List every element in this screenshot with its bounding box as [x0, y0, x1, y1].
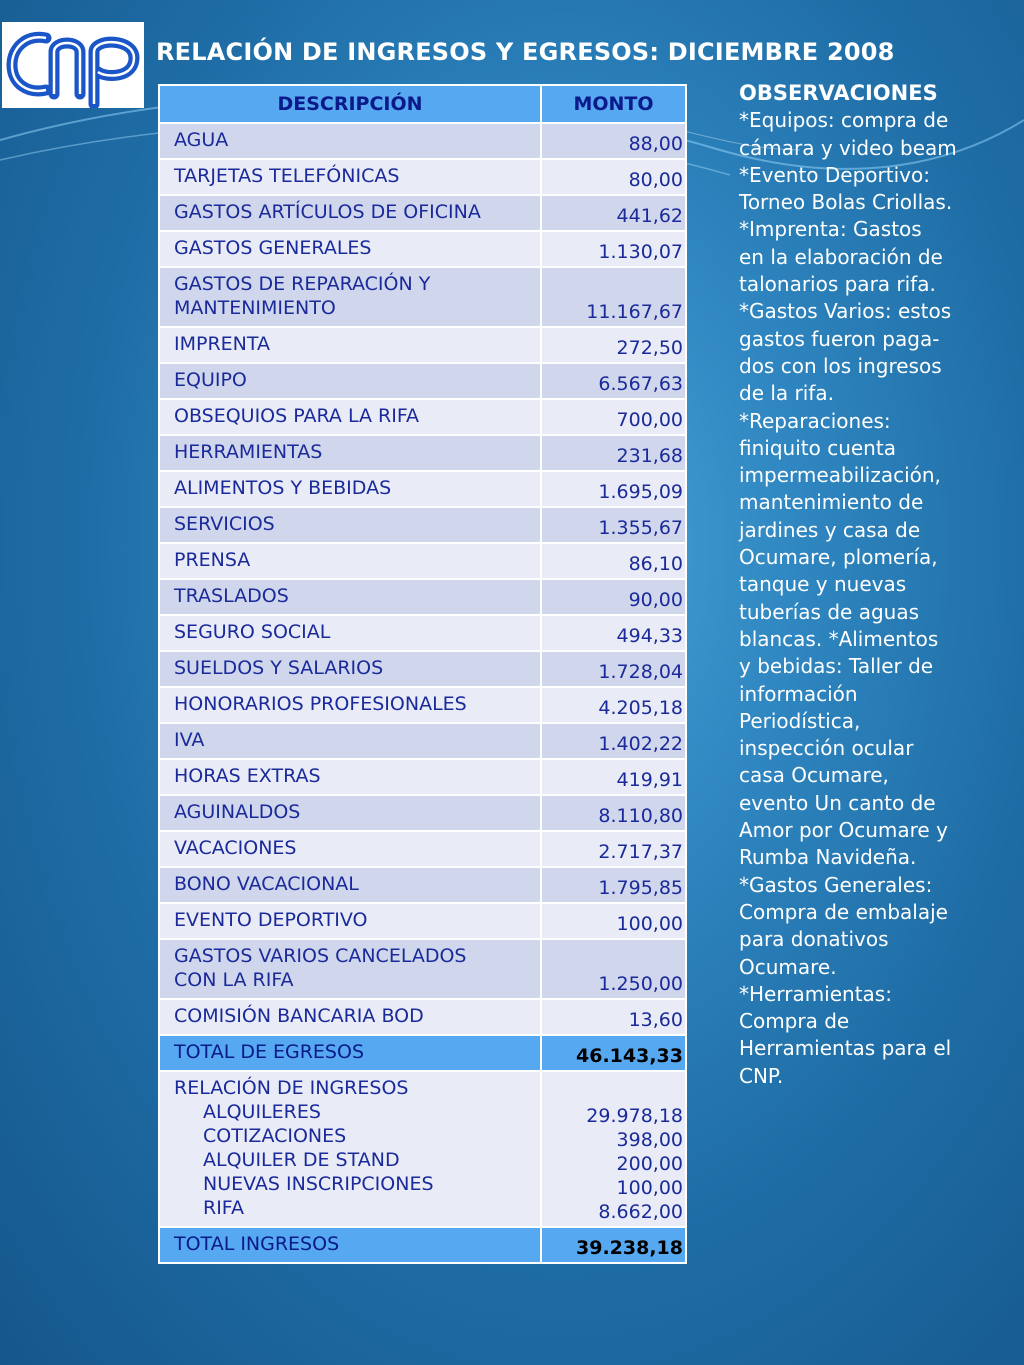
expense-amount: 231,68: [541, 435, 686, 471]
expense-amount: 700,00: [541, 399, 686, 435]
table-row: [159, 579, 686, 615]
observation-line: y bebidas: Taller de: [739, 654, 934, 679]
expense-description: IMPRENTA: [159, 327, 541, 363]
observation-line: Compra de: [739, 1009, 850, 1034]
table-row: [159, 123, 686, 159]
expense-description: HONORARIOS PROFESIONALES: [159, 687, 541, 723]
table-row: [159, 435, 686, 471]
expense-amount: 494,33: [541, 615, 686, 651]
observations-panel: [739, 80, 1001, 1090]
expense-description: SERVICIOS: [159, 507, 541, 543]
observation-line: Ocumare.: [739, 954, 837, 979]
table-row: [159, 615, 686, 651]
expense-description: EQUIPO: [159, 363, 541, 399]
observation-line: tanque y nuevas: [739, 572, 907, 597]
expense-amount: 88,00: [541, 123, 686, 159]
expense-description: BONO VACACIONAL: [159, 867, 541, 903]
table-row: [159, 231, 686, 267]
expense-amount: 441,62: [541, 195, 686, 231]
table-row: [159, 723, 686, 759]
column-header-amount: MONTO: [541, 85, 686, 123]
table-row: [159, 399, 686, 435]
expense-amount: 11.167,67: [541, 267, 686, 327]
observation-line: mantenimiento de: [739, 490, 924, 515]
total-expenses-amount: 46.143,33: [541, 1035, 686, 1071]
income-item-label: ALQUILERES: [203, 1101, 321, 1123]
table-row: [159, 795, 686, 831]
income-item-amount: 8.662,00: [598, 1201, 683, 1223]
income-amount-cell: [541, 1071, 686, 1227]
expense-description: GASTOS DE REPARACIÓN Y MANTENIMIENTO: [159, 267, 541, 327]
observation-line: *Imprenta: Gastos: [739, 217, 922, 242]
observation-line: Periodística,: [739, 708, 861, 733]
observation-line: talonarios para rifa.: [739, 272, 936, 297]
observation-line: *Reparaciones:: [739, 408, 891, 433]
income-item-amount: 29.978,18: [586, 1105, 683, 1127]
income-item-amount: 100,00: [616, 1177, 683, 1199]
observation-line: de la rifa.: [739, 381, 834, 406]
table-row: [159, 759, 686, 795]
observation-line: Ocumare, plomería,: [739, 545, 938, 570]
table-row: [159, 867, 686, 903]
observation-line: finiquito cuenta: [739, 435, 896, 460]
table-row: [159, 159, 686, 195]
expense-description: GASTOS GENERALES: [159, 231, 541, 267]
expense-description: GASTOS VARIOS CANCELADOS CON LA RIFA: [159, 939, 541, 999]
observation-line: cámara y video beam: [739, 135, 957, 160]
income-item-label: NUEVAS INSCRIPCIONES: [203, 1173, 434, 1195]
table-row: [159, 831, 686, 867]
ledger-body: [159, 123, 686, 1263]
expense-description: VACACIONES: [159, 831, 541, 867]
page-title: RELACIÓN DE INGRESOS Y EGRESOS: DICIEMBRE 2008: [156, 38, 895, 66]
income-item-amount: 200,00: [616, 1153, 683, 1175]
cnp-logo: [2, 22, 144, 108]
expense-amount: 419,91: [541, 759, 686, 795]
expense-amount: 86,10: [541, 543, 686, 579]
expense-amount: 1.695,09: [541, 471, 686, 507]
observation-line: CNP.: [739, 1063, 784, 1088]
expense-amount: 1.795,85: [541, 867, 686, 903]
table-row: [159, 363, 686, 399]
column-header-description: DESCRIPCIÓN: [159, 85, 541, 123]
expense-amount: 1.355,67: [541, 507, 686, 543]
expense-description: AGUA: [159, 123, 541, 159]
total-expenses-label: TOTAL DE EGRESOS: [159, 1035, 541, 1071]
observation-line: en la elaboración de: [739, 244, 943, 269]
table-row: [159, 687, 686, 723]
expense-description: OBSEQUIOS PARA LA RIFA: [159, 399, 541, 435]
expense-amount: 6.567,63: [541, 363, 686, 399]
observation-line: Torneo Bolas Criollas.: [739, 190, 953, 215]
expense-description: IVA: [159, 723, 541, 759]
observation-line: para donativos: [739, 927, 889, 952]
expense-description: EVENTO DEPORTIVO: [159, 903, 541, 939]
table-row: [159, 327, 686, 363]
expense-amount: 100,00: [541, 903, 686, 939]
observations-title: OBSERVACIONES: [739, 81, 938, 105]
observation-line: Compra de embalaje: [739, 899, 948, 924]
observation-line: impermeabilización,: [739, 463, 941, 488]
observation-line: Rumba Navideña.: [739, 845, 917, 870]
ledger-table: [158, 84, 687, 1264]
table-row: [159, 999, 686, 1035]
expense-description: HERRAMIENTAS: [159, 435, 541, 471]
expense-amount: 1.250,00: [541, 939, 686, 999]
expense-amount: 4.205,18: [541, 687, 686, 723]
table-row: [159, 507, 686, 543]
total-income-row: [159, 1227, 686, 1263]
observation-line: evento Un canto de: [739, 790, 936, 815]
expense-amount: 80,00: [541, 159, 686, 195]
expense-description: SUELDOS Y SALARIOS: [159, 651, 541, 687]
income-heading: RELACIÓN DE INGRESOS: [174, 1077, 409, 1099]
expense-description: GASTOS ARTÍCULOS DE OFICINA: [159, 195, 541, 231]
table-row: [159, 267, 686, 327]
income-item-label: RIFA: [203, 1197, 244, 1219]
observation-line: gastos fueron paga-: [739, 326, 940, 351]
table-row: [159, 903, 686, 939]
expense-description: TARJETAS TELEFÓNICAS: [159, 159, 541, 195]
expense-amount: 2.717,37: [541, 831, 686, 867]
income-description-cell: [159, 1071, 541, 1227]
expense-amount: 1.130,07: [541, 231, 686, 267]
observation-line: *Evento Deportivo:: [739, 162, 930, 187]
observation-line: inspección ocular: [739, 736, 914, 761]
expense-description: SEGURO SOCIAL: [159, 615, 541, 651]
observation-line: blancas. *Alimentos: [739, 626, 939, 651]
total-income-label: TOTAL INGRESOS: [159, 1227, 541, 1263]
income-item-label: COTIZACIONES: [203, 1125, 347, 1147]
cnp-logo-graphic: [2, 22, 144, 108]
expense-amount: 1.402,22: [541, 723, 686, 759]
observation-line: casa Ocumare,: [739, 763, 889, 788]
observation-line: información: [739, 681, 858, 706]
observation-line: *Gastos Varios: estos: [739, 299, 952, 324]
table-row: [159, 651, 686, 687]
expense-amount: 90,00: [541, 579, 686, 615]
observation-line: jardines y casa de: [739, 517, 921, 542]
income-item-amount: 398,00: [616, 1129, 683, 1151]
observation-line: *Herramientas:: [739, 981, 892, 1006]
expense-description: COMISIÓN BANCARIA BOD: [159, 999, 541, 1035]
expense-amount: 13,60: [541, 999, 686, 1035]
table-row: [159, 939, 686, 999]
expense-description: AGUINALDOS: [159, 795, 541, 831]
expense-description: TRASLADOS: [159, 579, 541, 615]
observation-line: dos con los ingresos: [739, 353, 942, 378]
observation-line: *Gastos Generales:: [739, 872, 933, 897]
expense-description: PRENSA: [159, 543, 541, 579]
income-row: [159, 1071, 686, 1227]
expense-amount: 1.728,04: [541, 651, 686, 687]
total-income-amount: 39.238,18: [541, 1227, 686, 1263]
observations-text: [739, 107, 1001, 1090]
table-row: [159, 195, 686, 231]
expense-amount: 8.110,80: [541, 795, 686, 831]
expense-description: HORAS EXTRAS: [159, 759, 541, 795]
observation-line: *Equipos: compra de: [739, 108, 949, 133]
total-expenses-row: [159, 1035, 686, 1071]
expense-description: ALIMENTOS Y BEBIDAS: [159, 471, 541, 507]
observation-line: Herramientas para el: [739, 1036, 952, 1061]
observation-line: Amor por Ocumare y: [739, 818, 948, 843]
expense-amount: 272,50: [541, 327, 686, 363]
observation-line: tuberías de aguas: [739, 599, 919, 624]
income-item-label: ALQUILER DE STAND: [203, 1149, 400, 1171]
table-row: [159, 471, 686, 507]
table-header-row: [159, 85, 686, 123]
table-row: [159, 543, 686, 579]
